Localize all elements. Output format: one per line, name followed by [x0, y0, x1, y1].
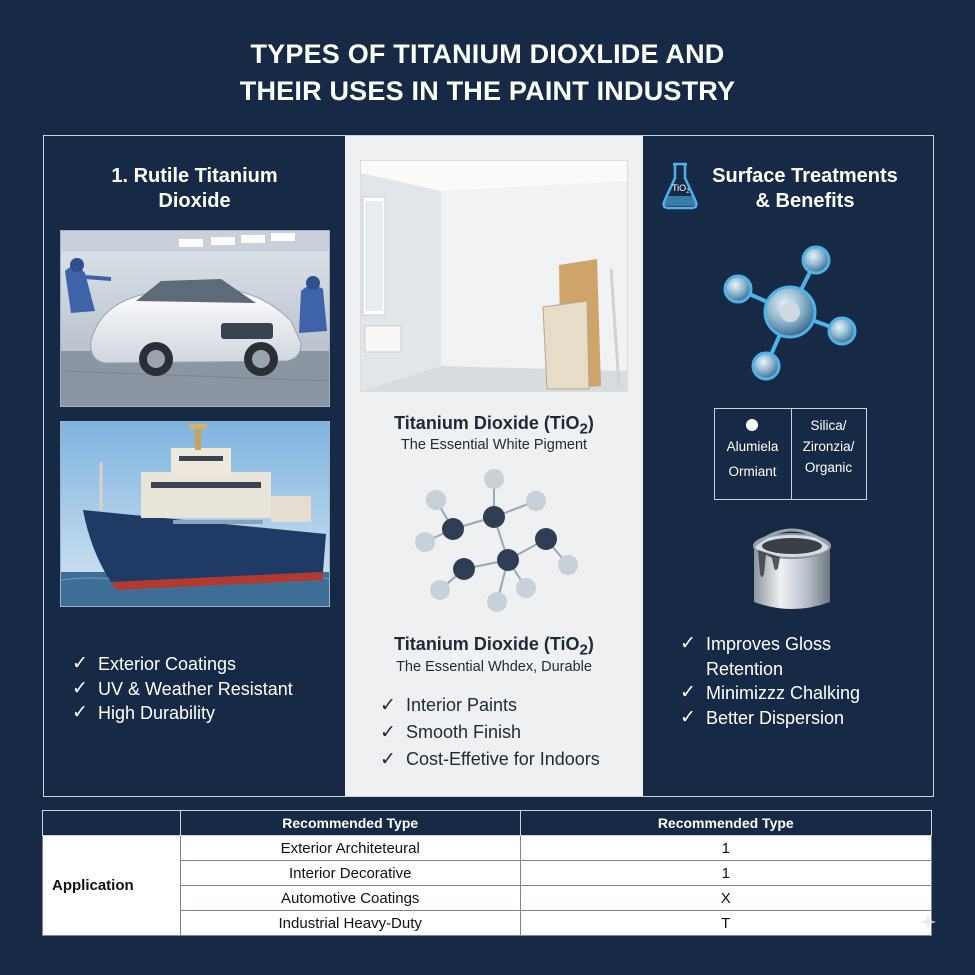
tio2-subtitle-2: The Essential Whdex, Durable — [396, 659, 592, 675]
checkmark-icon: ✓ — [680, 633, 696, 654]
ship-photo — [60, 421, 330, 607]
checkmark-icon: ✓ — [680, 706, 696, 728]
table-cell: Exterior Architeteural — [180, 836, 520, 861]
car-spray-booth-illustration — [61, 231, 329, 406]
interior-room-illustration — [361, 161, 627, 391]
table-header-cell: Recommended Type — [180, 811, 520, 836]
table-cell: X — [520, 886, 931, 911]
car-spray-booth-photo — [60, 230, 330, 407]
treatment-box-right: Silica/ Zironzia/ Organic — [802, 418, 855, 475]
list-item: ✓ Better Dispersion — [680, 706, 860, 731]
checkmark-icon: ✓ — [680, 682, 696, 703]
checkmark-icon: ✓ — [72, 653, 88, 674]
list-item: ✓ Smooth Finish — [380, 719, 600, 746]
table-cell: Interior Decorative — [180, 861, 520, 886]
table-cell: T — [520, 911, 931, 936]
table-row — [43, 836, 932, 861]
beaker-icon — [660, 160, 700, 212]
list-item: ✓ Exterior Coatings — [72, 652, 293, 677]
tio2-title-1: Titanium Dioxide (TiO$_2$) — [394, 413, 594, 438]
list-item: Retention — [706, 658, 784, 679]
interior-room-photo — [360, 160, 628, 392]
rutile-heading — [44, 164, 345, 214]
paint-can-icon — [748, 524, 836, 616]
list-item: ✓ Minimizzz Chalking — [680, 681, 860, 706]
alumina-dot-icon — [746, 419, 758, 431]
table-header-cell — [43, 811, 181, 836]
rutile-heading-line-2: Dioxide — [158, 190, 231, 212]
beaker-label: TiO$_2$ — [672, 183, 690, 195]
application-table — [42, 810, 932, 936]
tio2-subtitle-1: The Essential White Pigment — [400, 437, 588, 453]
rutile-benefits-list — [72, 652, 293, 726]
table-header-cell: Recommended Type — [520, 811, 931, 836]
list-item: ✓ Interior Paints — [380, 692, 600, 719]
surface-treatments-heading — [700, 164, 910, 214]
application-label-cell: Application — [43, 836, 181, 936]
tio2-title-2: Titanium Dioxide (TiO$_2$) — [394, 634, 594, 659]
surface-heading-line-1: Surface Treatments — [712, 165, 898, 187]
title-line-1: TYPES OF TITANIUM DIOXLIDE AND — [250, 39, 725, 69]
treatment-box-left: Alumiela Ormiant — [726, 439, 779, 479]
table-header-row — [43, 811, 932, 836]
checkmark-icon: ✓ — [380, 722, 396, 743]
table-cell: Automotive Coatings — [180, 886, 520, 911]
tio2-benefits-list — [380, 692, 600, 773]
table-cell: 1 — [520, 861, 931, 886]
list-item: ✓ Improves Gloss — [680, 632, 860, 657]
table-cell: 1 — [520, 836, 931, 861]
checkmark-icon: ✓ — [380, 749, 396, 770]
ship-illustration — [61, 422, 329, 606]
sparkle-icon — [918, 912, 938, 932]
surface-benefits-list — [680, 632, 860, 730]
checkmark-icon: ✓ — [72, 702, 88, 723]
list-item: ✓ Cost-Effetive for Indoors — [380, 746, 600, 773]
table-cell: Industrial Heavy-Duty — [180, 911, 520, 936]
list-item: ✓ High Durability — [72, 701, 293, 726]
tio2-molecule-icon — [400, 462, 590, 617]
checkmark-icon: ✓ — [72, 677, 88, 699]
title-line-2: THEIR USES IN THE PAINT INDUSTRY — [239, 76, 736, 106]
page-title — [0, 36, 975, 110]
rutile-heading-line-1: 1. Rutile Titanium — [111, 165, 278, 187]
surface-heading-line-2: & Benefits — [755, 190, 855, 212]
checkmark-icon: ✓ — [380, 695, 396, 716]
list-item: ✓ UV & Weather Resistant — [72, 677, 293, 702]
coated-particle-molecule-icon — [718, 240, 863, 385]
